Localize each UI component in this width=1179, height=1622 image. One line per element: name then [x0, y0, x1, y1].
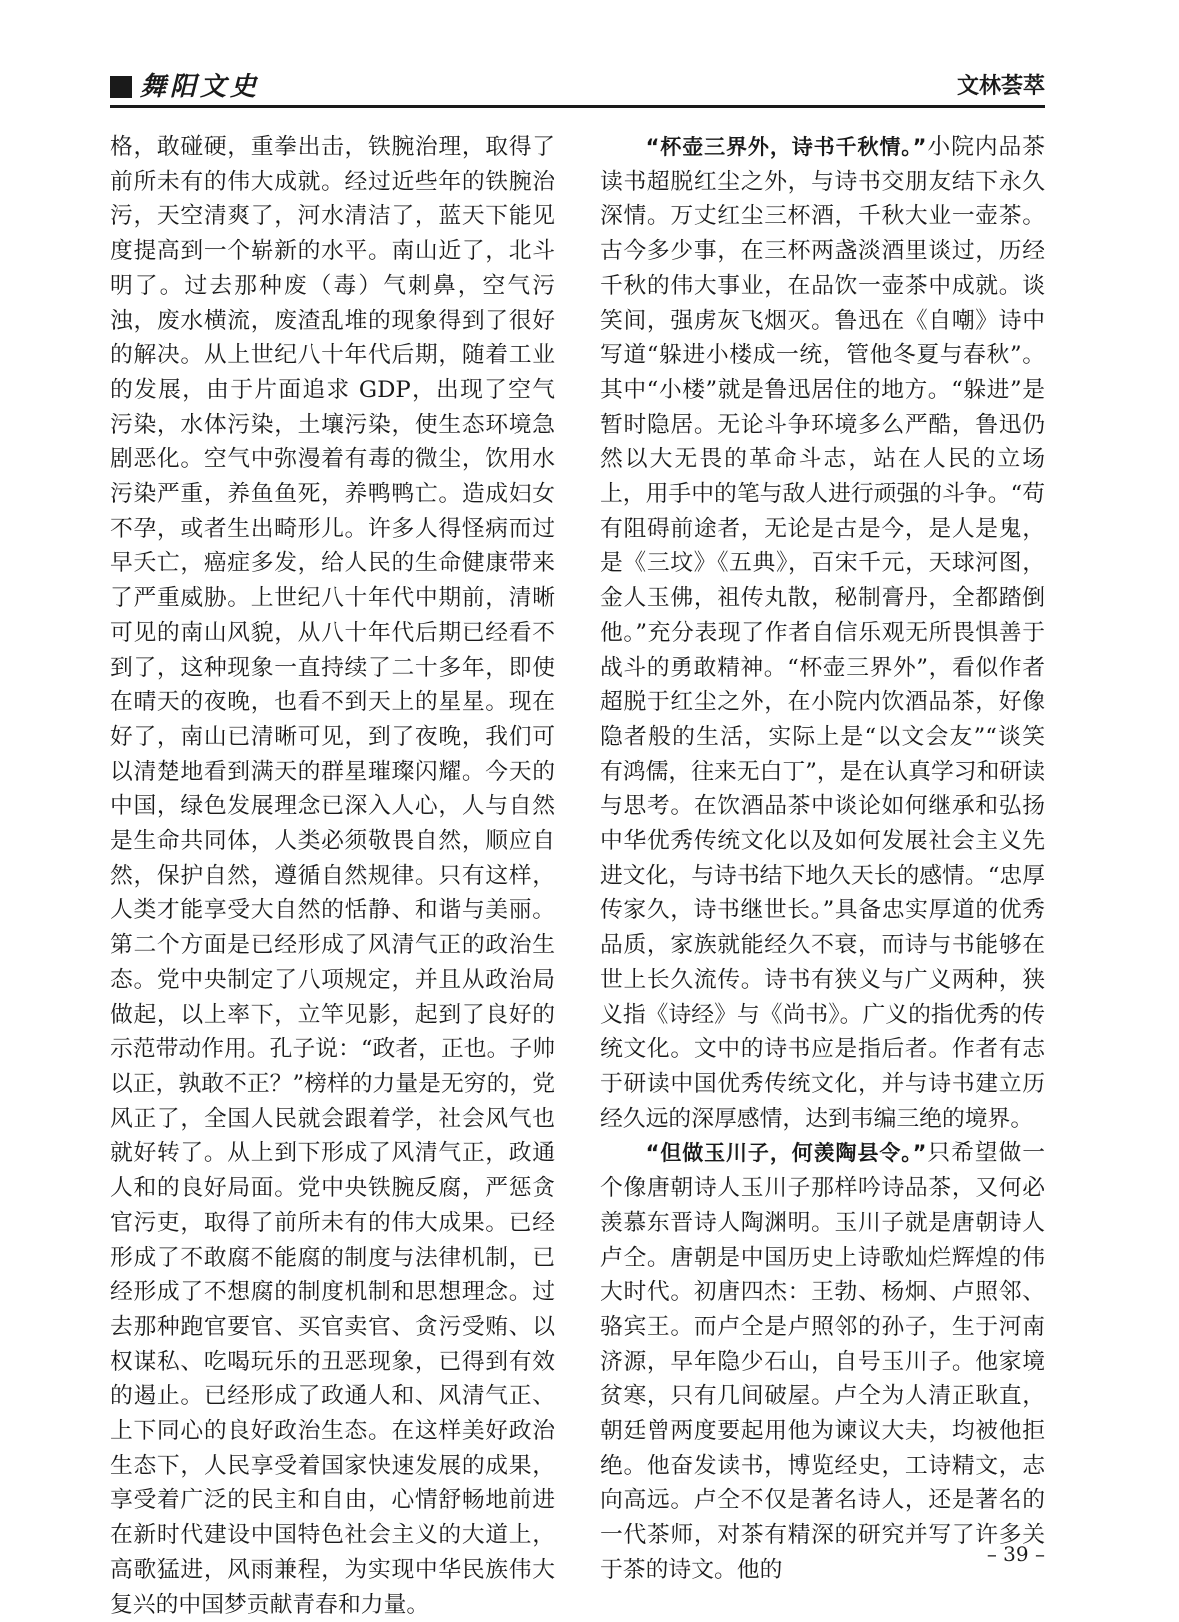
- paragraph-2-lead: “但做玉川子，何羡陶县令。”: [645, 1141, 927, 1166]
- page-header: [110, 70, 1045, 108]
- right-column: [600, 130, 1045, 1588]
- page-number: – 39 –: [986, 1542, 1045, 1566]
- paragraph-1: [600, 130, 1045, 1136]
- journal-title: 舞阳文史: [140, 72, 261, 102]
- section-title: 文林荟萃: [956, 74, 1045, 99]
- header-rule: [110, 105, 1045, 108]
- paragraph-2-body: 只希望做一个像唐朝诗人玉川子那样吟诗品茶，又何必羡慕东晋诗人陶渊明。玉川子就是唐朝诗人卢仝。唐朝是中国历史上诗歌灿烂辉煌的伟大时代。初唐四杰：王勃、杨炯、卢照邻、骆宾王。而卢仝是卢照邻的孙子，生于河南济源，早年隐少石山，自号玉川子。他家境贫寒，只有几间破屋。卢仝为人清正耿直，朝廷曾两度要起用他为谏议大夫，均被他拒绝。他奋发读书，博览经史，工诗精文，志向高远。卢仝不仅是著名诗人，还是著名的一代茶师，对茶有精深的研究并写了许多关于茶的诗文。他的: [600, 1140, 1045, 1583]
- paragraph-1-lead: “杯壶三界外，诗书千秋情。”: [645, 135, 927, 159]
- left-column: [110, 130, 555, 1622]
- paragraph-1-body: 小院内品茶读书超脱红尘之外，与诗书交朋友结下永久深情。万丈红尘三杯酒，千秋大业一壶茶。古今多少事，在三杯两盏淡酒里谈过，历经千秋的伟大事业，在品饮一壶茶中成就。谈笑间，强虏灰飞烟灭。鲁迅在《自嘲》诗中写道“躲进小楼成一统，管他冬夏与春秋”。其中“小楼”就是鲁迅居住的地方。“躲进”是暂时隐居。无论斗争环境多么严酷，鲁迅仍然以大无畏的革命斗志，站在人民的立场上，用手中的笔与敌人进行顽强的斗争。“苟有阻碍前途者，无论是古是今，是人是鬼，是《三坟》《五典》，百宋千元，天球河图，金人玉佛，祖传丸散，秘制膏丹，全都踏倒他。”充分表现了作者自信乐观无所畏惧善于战斗的勇敢精神。“杯壶三界外”，看似作者超脱于红尘之外，在小院内饮酒品茶，好像隐者般的生活，实际上是“以文会友”“谈笑有鸿儒，往来无白丁”，是在认真学习和研读与思考。在饮酒品茶中谈论如何继承和弘扬中华优秀传统文化以及如何发展社会主义先进文化，与诗书结下地久天长的感情。“忠厚传家久，诗书继世长。”具备忠实厚道的优秀品质，家族就能经久不衰，而诗与书能够在世上长久流传。诗书有狭义与广义两种，狭义指《诗经》与《尚书》。广义的指优秀的传统文化。文中的诗书应是指后者。作者有志于研读中国优秀传统文化，并与诗书建立历经久远的深厚感情，达到韦编三绝的境界。: [600, 134, 1045, 1132]
- left-column-text: 格，敢碰硬，重拳出击，铁腕治理，取得了前所未有的伟大成就。经过近些年的铁腕治污，天空清爽了，河水清洁了，蓝天下能见度提高到一个崭新的水平。南山近了，北斗明了。过去那种废（毒）气刺鼻，空气污浊，废水横流，废渣乱堆的现象得到了很好的解决。从上世纪八十年代后期，随着工业的发展，由于片面追求 GDP，出现了空气污染，水体污染，土壤污染，使生态环境急剧恶化。空气中弥漫着有毒的微尘，饮用水污染严重，养鱼鱼死，养鸭鸭亡。造成妇女不孕，或者生出畸形儿。许多人得怪病而过早夭亡，癌症多发，给人民的生命健康带来了严重威胁。上世纪八十年代中期前，清晰可见的南山风貌，从八十年代后期已经看不到了，这种现象一直持续了二十多年，即使在晴天的夜晚，也看不到天上的星星。现在好了，南山已清晰可见，到了夜晚，我们可以清楚地看到满天的群星璀璨闪耀。今天的中国，绿色发展理念已深入人心，人与自然是生命共同体，人类必须敬畏自然，顺应自然，保护自然，遵循自然规律。只有这样，人类才能享受大自然的恬静、和谐与美丽。第二个方面是已经形成了风清气正的政治生态。党中央制定了八项规定，并且从政治局做起，以上率下，立竿见影，起到了良好的示范带动作用。孔子说：“政者，正也。子帅以正，孰敢不正？”榜样的力量是无穷的，党风正了，全国人民就会跟着学，社会风气也就好转了。从上到下形成了风清气正，政通人和的良好局面。党中央铁腕反腐，严惩贪官污吏，取得了前所未有的伟大成果。已经形成了不敢腐不能腐的制度与法律机制，已经形成了不想腐的制度机制和思想理念。过去那种跑官要官、买官卖官、贪污受贿、以权谋私、吃喝玩乐的丑恶现象，已得到有效的遏止。已经形成了政通人和、风清气正、上下同心的良好政治生态。在这样美好政治生态下，人民享受着国家快速发展的成果，享受着广泛的民主和自由，心情舒畅地前进在新时代建设中国特色社会主义的大道上，高歌猛进，风雨兼程，为实现中华民族伟大复兴的中国梦贡献青春和力量。: [110, 134, 555, 1618]
- header-square-mark: [110, 76, 132, 98]
- paragraph-2: [600, 1136, 1045, 1587]
